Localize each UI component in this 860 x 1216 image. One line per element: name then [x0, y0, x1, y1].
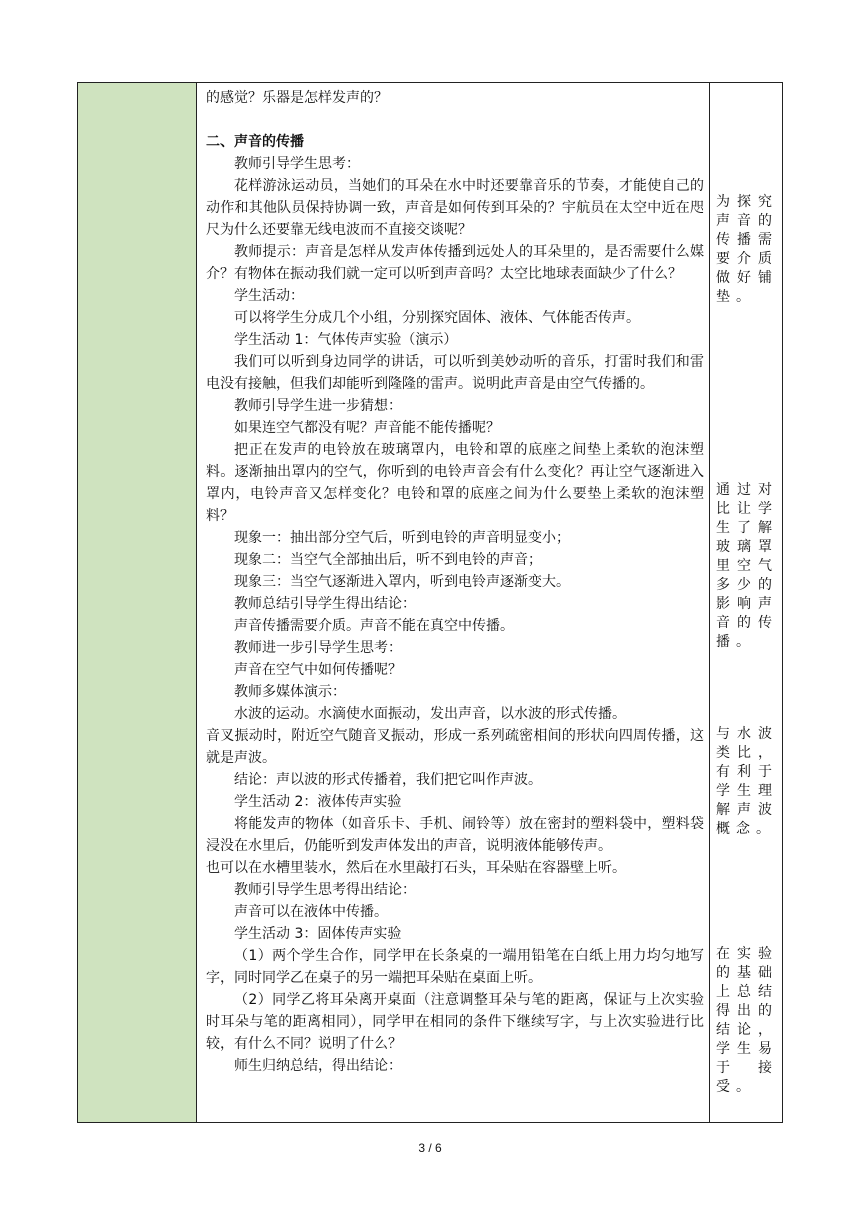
- paragraph: 我们可以听到身边同学的讲话，可以听到美妙动听的音乐，打雷时我们和雷电没有接触，但我们却能听到隆隆的雷声。说明此声音是由空气传播的。: [206, 354, 704, 392]
- paragraph: 现象一：抽出部分空气后，听到电铃的声音明显变小；: [234, 530, 570, 546]
- paragraph: 教师总结引导学生得出结论：: [234, 596, 416, 612]
- paragraph: 把正在发声的电铃放在玻璃罩内，电铃和罩的底座之间垫上柔软的泡沫塑料。逐渐抽出罩内的空气，你听到的电铃声音会有什么变化？再让空气逐渐进入罩内，电铃声音又怎样变化？电铃和罩的底座之间为什么要垫上柔软的泡沫塑料？: [206, 442, 704, 524]
- paragraph: 声音可以在液体中传播。: [234, 904, 388, 920]
- lesson-table: [77, 82, 783, 1123]
- paragraph: 教师提示：声音是怎样从发声体传播到远处人的耳朵里的，是否需要什么媒介？有物体在振动我们就一定可以听到声音吗？太空比地球表面缺少了什么？: [206, 244, 704, 282]
- page-number: 3 / 6: [418, 1141, 442, 1155]
- paragraph: 可以将学生分成几个小组，分别探究固体、液体、气体能否传声。: [234, 310, 640, 326]
- paragraph: 教师引导学生思考：: [234, 156, 360, 172]
- section-heading: 二、声音的传播: [206, 134, 304, 150]
- left-shaded-column: [78, 83, 197, 1122]
- paragraph: 教师进一步引导学生思考：: [234, 640, 402, 656]
- paragraph: 教师引导学生进一步猜想：: [234, 398, 402, 414]
- paragraph: 如果连空气都没有呢？声音能不能传播呢？: [234, 420, 500, 436]
- paragraph: 声音在空气中如何传播呢？: [234, 662, 402, 678]
- paragraph: 师生归纳总结，得出结论：: [234, 1058, 402, 1074]
- paragraph: 花样游泳运动员，当她们的耳朵在水中时还要靠音乐的节奏，才能使自己的动作和其他队员保持协调一致，声音是如何传到耳朵的？宇航员在太空中近在咫尺为什么还要靠无线电波而不直接交谈呢？: [206, 178, 704, 238]
- paragraph: 学生活动 1：气体传声实验（演示）: [234, 332, 458, 348]
- paragraph: 音叉振动时，附近空气随音叉振动，形成一系列疏密相间的形状向四周传播，这就是声波。: [206, 728, 704, 766]
- paragraph: 声音传播需要介质。声音不能在真空中传播。: [234, 618, 514, 634]
- paragraph: 的感觉？乐器是怎样发声的？: [206, 90, 388, 106]
- paragraph: （1）两个学生合作，同学甲在长条桌的一端用铅笔在白纸上用力均匀地写字，同时同学乙在桌子的另一端把耳朵贴在桌面上听。: [206, 948, 704, 986]
- notes-cell: [710, 83, 782, 1122]
- side-note: 通过对比让学生了解玻璃罩里空气多少的影响声音的传播。: [716, 482, 778, 650]
- side-note: 在实验的基础上总结得出的结论，学生易于接受。: [716, 946, 778, 1095]
- main-content-cell: [197, 83, 710, 1122]
- paragraph: 将能发声的物体（如音乐卡、手机、闹铃等）放在密封的塑料袋中，塑料袋浸没在水里后，仍能听到发声体发出的声音，说明液体能够传声。: [206, 816, 704, 854]
- paragraph: 教师多媒体演示：: [234, 684, 346, 700]
- paragraph: 学生活动 3：固体传声实验: [234, 926, 402, 942]
- lesson-body-text: [206, 87, 704, 1077]
- paragraph: 学生活动：: [234, 288, 304, 304]
- side-note: 为探究声音的传播需要介质做好铺垫。: [716, 194, 778, 305]
- paragraph: 水波的运动。水滴使水面振动，发出声音，以水波的形式传播。: [234, 706, 626, 722]
- paragraph: 教师引导学生思考得出结论：: [234, 882, 416, 898]
- paragraph: 结论：声以波的形式传播着，我们把它叫作声波。: [234, 772, 542, 788]
- side-note: 与水波类比，有利于学生理解声波概念。: [716, 726, 778, 837]
- paragraph: 学生活动 2：液体传声实验: [234, 794, 402, 810]
- paragraph: 现象三：当空气逐渐进入罩内，听到电铃声逐渐变大。: [234, 574, 570, 590]
- blank-line: [206, 109, 704, 131]
- paragraph: 现象二：当空气全部抽出后，听不到电铃的声音；: [234, 552, 542, 568]
- paragraph: （2）同学乙将耳朵离开桌面（注意调整耳朵与笔的距离，保证与上次实验时耳朵与笔的距离相同），同学甲在相同的条件下继续写字，与上次实验进行比较，有什么不同？说明了什么？: [206, 992, 704, 1052]
- paragraph: 也可以在水槽里装水，然后在水里敲打石头，耳朵贴在容器壁上听。: [206, 860, 626, 876]
